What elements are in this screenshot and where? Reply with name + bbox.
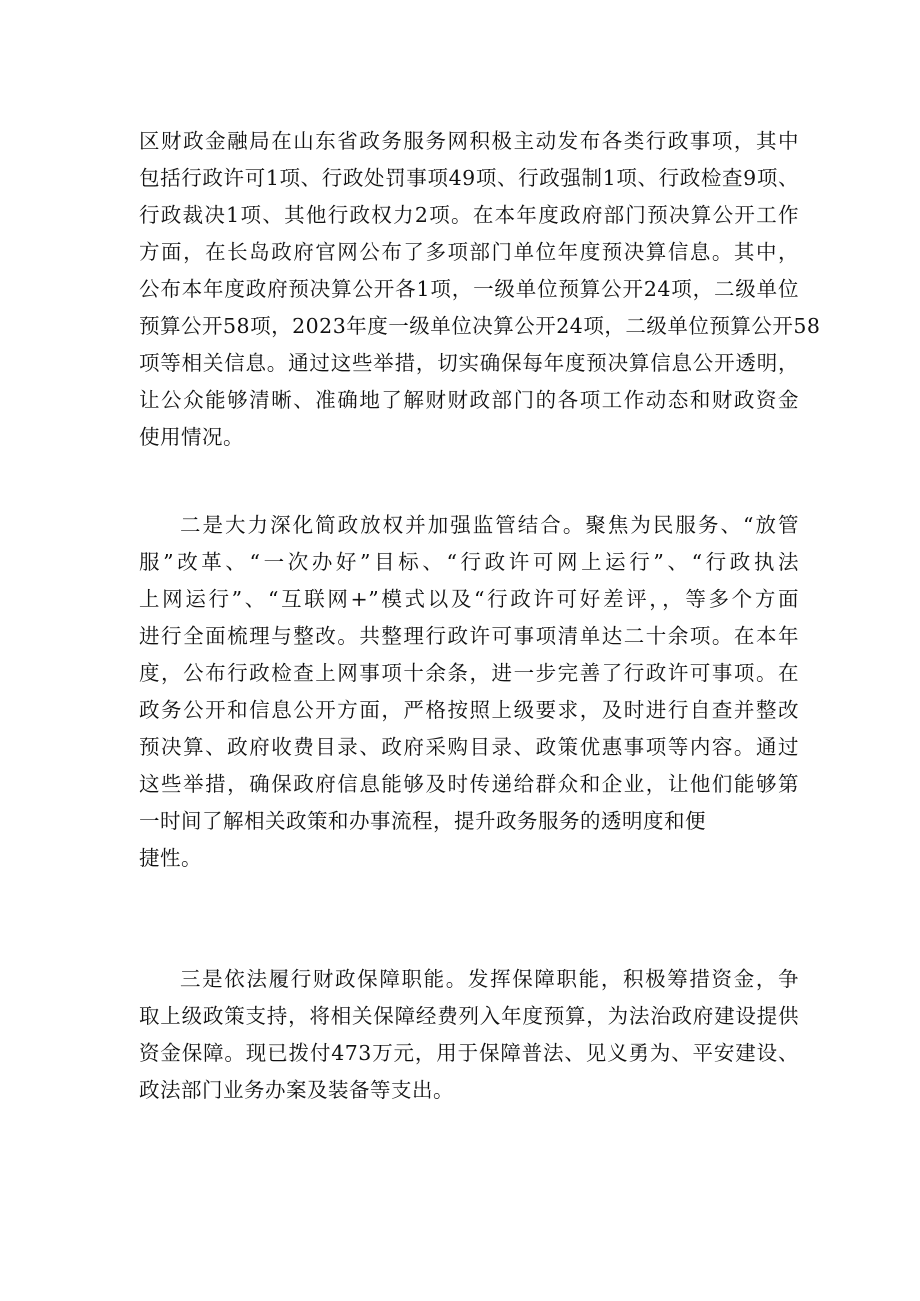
paragraph-line: 项等相关信息。通过这些举措，切实确保每年度预决算信息公开透明，: [139, 351, 799, 375]
paragraph-line: 让公众能够清晰、准确地了解财财政部门的各项工作动态和财政资金: [139, 388, 799, 412]
paragraph-line: 预算公开58项，2023年度一级单位决算公开24项，二级单位预算公开58: [139, 314, 821, 338]
paragraph-line: 捷性。: [139, 846, 202, 870]
paragraph-line: 这些举措，确保政府信息能够及时传递给群众和企业，让他们能够第: [139, 772, 799, 796]
paragraph-line: 二是大力深化简政放权并加强监管结合。聚焦为民服务、“放管: [180, 513, 799, 537]
paragraph-line: 行政裁决1项、其他行政权力2项。在本年度政府部门预决算公开工作: [139, 203, 799, 227]
paragraph-line: 资金保障。现已拨付473万元，用于保障普法、见义勇为、平安建设、: [139, 1041, 799, 1065]
paragraph-line: 公布本年度政府预决算公开各1项，一级单位预算公开24项，二级单位: [139, 277, 799, 301]
paragraph-line: 三是依法履行财政保障职能。发挥保障职能，积极筹措资金，争: [180, 967, 799, 991]
paragraph-line: 区财政金融局在山东省政务服务网积极主动发布各类行政事项，其中: [139, 129, 799, 153]
paragraph-line: 政法部门业务办案及装备等支出。: [139, 1078, 454, 1102]
paragraph-streamline-administration: [139, 507, 799, 877]
paragraph-fiscal-guarantee: [139, 961, 799, 1109]
paragraph-line: 预决算、政府收费目录、政府采购目录、政策优惠事项等内容。通过: [139, 735, 799, 759]
paragraph-line: 一时间了解相关政策和办事流程，提升政务服务的透明度和便: [139, 809, 706, 833]
paragraph-line: 进行全面梳理与整改。共整理行政许可事项清单达二十余项。在本年: [139, 624, 799, 648]
paragraph-line: 度，公布行政检查上网事项十余条，进一步完善了行政许可事项。在: [139, 661, 799, 685]
paragraph-line: 包括行政许可1项、行政处罚事项49项、行政强制1项、行政检查9项、: [139, 166, 799, 190]
paragraph-line: 使用情况。: [139, 425, 244, 449]
paragraph-line: 方面，在长岛政府官网公布了多项部门单位年度预决算信息。其中，: [139, 240, 799, 264]
paragraph-line: 上网运行”、“互联网+”模式以及“行政许可好差评，，等多个方面: [139, 587, 799, 611]
paragraph-line: 政务公开和信息公开方面，严格按照上级要求，及时进行自查并整改: [139, 698, 799, 722]
paragraph-line: 服”改革、“一次办好”目标、“行政许可网上运行”、“行政执法: [139, 550, 799, 574]
paragraph-line: 取上级政策支持，将相关保障经费列入年度预算，为法治政府建设提供: [139, 1004, 799, 1028]
paragraph-finance-disclosure: [139, 123, 821, 456]
